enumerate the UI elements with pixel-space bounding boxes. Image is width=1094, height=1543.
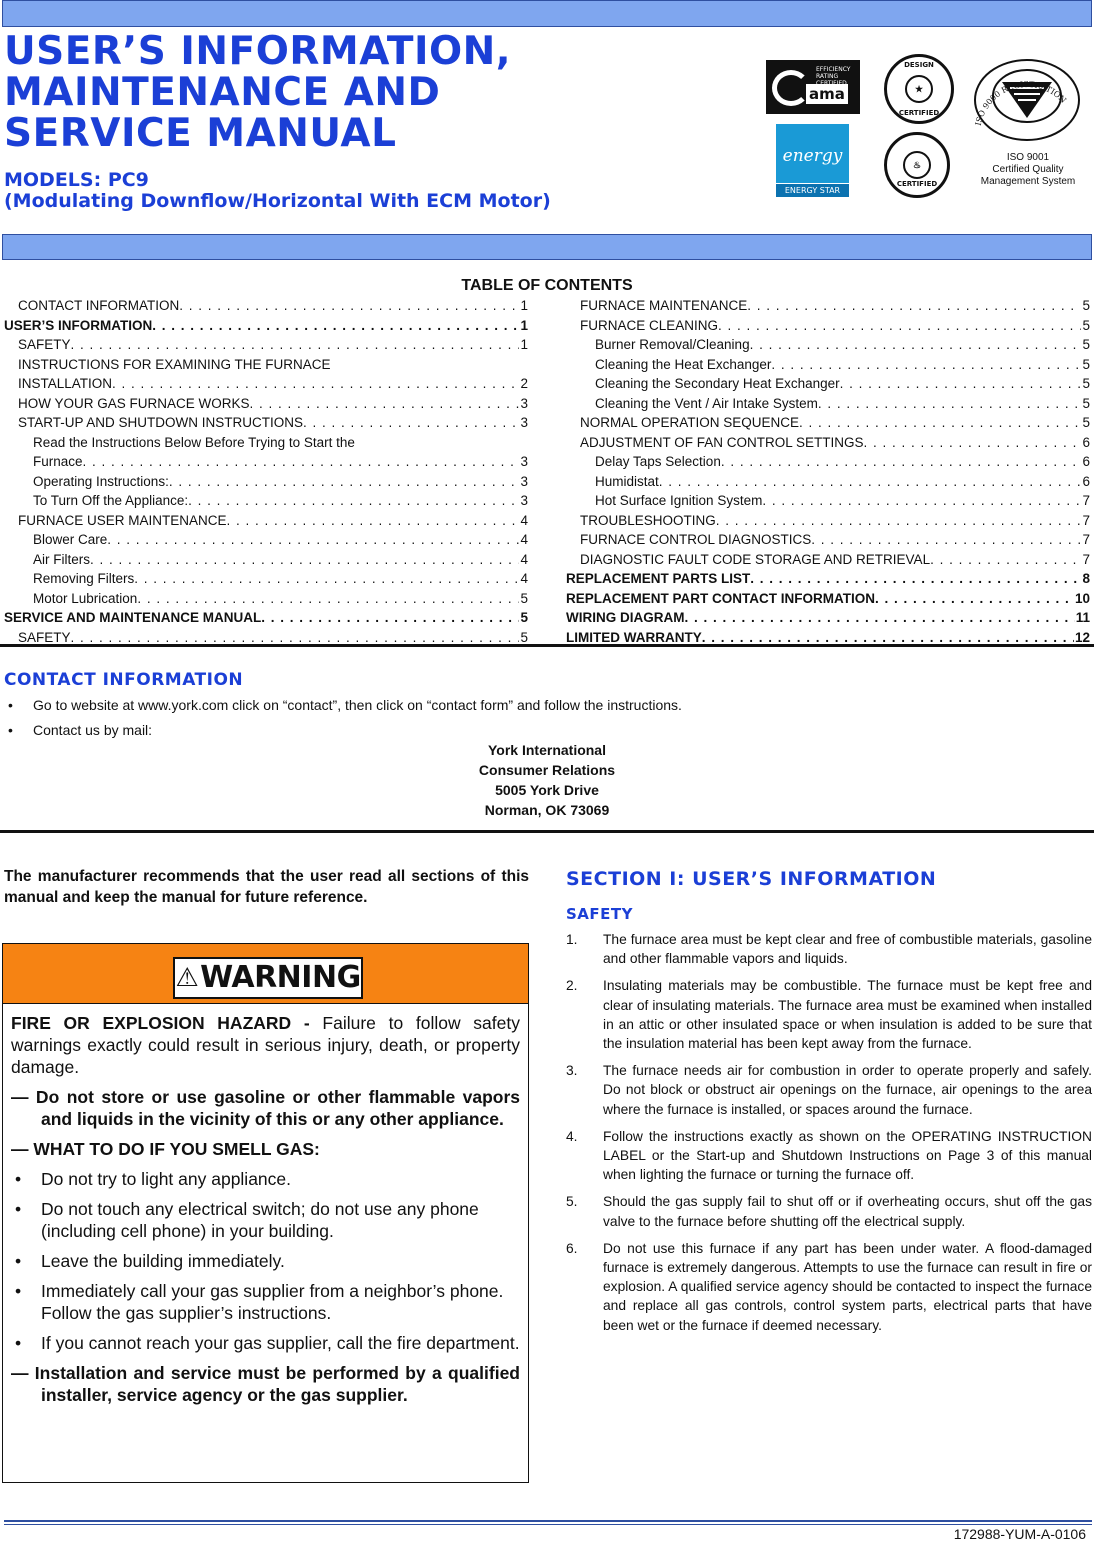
toc-page-number: 7 xyxy=(1082,493,1090,508)
models-label: MODELS: PC9 xyxy=(4,169,149,191)
toc-entry-title: START-UP AND SHUTDOWN INSTRUCTIONS xyxy=(18,415,304,430)
warning-header xyxy=(3,944,528,1004)
toc-entry-title: NORMAL OPERATION SEQUENCE xyxy=(580,415,800,430)
toc-entry-title: Read the Instructions Below Before Trying to Start the xyxy=(33,434,355,450)
toc-entry[interactable] xyxy=(4,374,528,394)
hazard-title: FIRE OR EXPLOSION HAZARD - xyxy=(11,1013,310,1033)
toc-entry-title: Cleaning the Secondary Heat Exchanger xyxy=(595,376,840,391)
toc-entry-title: REPLACEMENT PART CONTACT INFORMATION xyxy=(566,590,875,606)
warning-bullet: • Immediately call your gas supplier from a neighbor’s phone. Follow the gas supplier’s instructions. xyxy=(11,1280,520,1324)
toc-page-number: 11 xyxy=(1075,610,1090,625)
toc-page-number: 4 xyxy=(520,551,528,567)
toc-leader-dots xyxy=(152,316,519,336)
toc-entry-title: Operating Instructions: xyxy=(33,473,169,489)
warning-bullet: • If you cannot reach your gas supplier, call the fire department. xyxy=(11,1332,520,1354)
safety-item xyxy=(566,930,1092,968)
toc-entry[interactable] xyxy=(566,394,1090,414)
toc-leader-dots xyxy=(718,316,1081,336)
footer-rule xyxy=(4,1520,1092,1522)
toc-entry[interactable] xyxy=(4,491,528,511)
toc-page-number: 3 xyxy=(520,415,528,430)
toc-entry[interactable] xyxy=(4,433,528,453)
toc-entry[interactable] xyxy=(4,569,528,589)
manufacturer-note: The manufacturer recommends that the user read all sections of this manual and keep the manual for future reference. xyxy=(4,868,529,906)
toc-page-number: 5 xyxy=(1082,356,1090,372)
section-heading: SECTION I: USER’S INFORMATION xyxy=(566,868,937,890)
title-line: MAINTENANCE AND xyxy=(4,70,441,115)
toc-leader-dots xyxy=(864,433,1082,453)
toc-page-number: 5 xyxy=(1082,395,1090,411)
toc-leader-dots xyxy=(303,413,519,433)
toc-entry-title: Motor Lubrication xyxy=(33,590,138,606)
toc-entry[interactable] xyxy=(4,296,528,316)
toc-page-number: 4 xyxy=(520,512,528,528)
divider xyxy=(0,644,1094,647)
toc-entry-title: SAFETY xyxy=(18,629,71,645)
toc-page-number: 4 xyxy=(520,532,528,547)
safety-item-text: The furnace area must be kept clear and free of combustible materials, gasoline and other flammable vapors and liquids. xyxy=(603,932,1092,967)
toc-entry-title: USER’S INFORMATION xyxy=(4,317,153,333)
toc-entry-title: Humidistat xyxy=(595,473,659,489)
toc-page-number: 6 xyxy=(1082,454,1090,469)
toc-leader-dots xyxy=(83,452,520,472)
safety-item-number: 2. xyxy=(566,978,578,994)
safety-item-number: 1. xyxy=(566,932,578,947)
csa-certified-seal xyxy=(884,132,950,198)
toc-page-number: 5 xyxy=(520,590,528,606)
toc-entry-title: FURNACE CLEANING xyxy=(580,317,719,333)
toc-leader-dots xyxy=(750,569,1081,589)
design-certified-seal xyxy=(884,54,954,124)
gama-small-text: RATING xyxy=(816,73,839,80)
toc-page-number: 5 xyxy=(1082,298,1090,313)
toc-entry-title: LIMITED WARRANTY xyxy=(566,629,702,645)
toc-entry[interactable] xyxy=(566,316,1090,336)
toc-page-number: 12 xyxy=(1074,629,1090,645)
iso-caption-line: Certified Quality xyxy=(992,164,1064,175)
toc-page-number: 3 xyxy=(520,395,528,411)
energy-star-label: ENERGY STAR xyxy=(776,183,849,197)
safety-item xyxy=(566,1061,1092,1119)
toc-leader-dots xyxy=(799,413,1081,433)
toc-page-number: 5 xyxy=(1082,317,1090,333)
toc-entry-title: FURNACE USER MAINTENANCE xyxy=(18,512,227,528)
gama-small-text: EFFICIENCY xyxy=(816,66,851,73)
safety-item-text: Do not use this furnace if any part has been under water. A flood-damaged furnace is extremely dangerous. Attempts to use the furnace can result in fire or explosion. A qualified service agency should be contacted to inspect the furnace and replace all gas controls, control system parts, electrical parts that have been wet or the furnace if deemed necessary. xyxy=(603,1240,1092,1333)
warning-instruction: — Do not store or use gasoline or other flammable vapors and liquids in the vicinity of this or any other appliance. xyxy=(11,1087,520,1129)
toc-leader-dots xyxy=(134,569,519,589)
warning-word: WARNING xyxy=(200,960,361,995)
toc-page-number: 7 xyxy=(1082,512,1090,528)
toc-leader-dots xyxy=(811,530,1081,550)
toc-leader-dots xyxy=(261,608,519,628)
section-band xyxy=(2,234,1092,260)
toc-title: TABLE OF CONTENTS xyxy=(461,277,633,294)
toc-entry-title: Cleaning the Heat Exchanger xyxy=(595,356,772,372)
safety-item-text: Follow the instructions exactly as shown on the OPERATING INSTRUCTION LABEL or the Start-up and Shutdown Instructions on Page 3 of this manual when lighting the furnace or turning the furnace off. xyxy=(603,1128,1092,1183)
toc-entry[interactable] xyxy=(4,530,528,550)
toc-entry-title: FURNACE MAINTENANCE xyxy=(580,298,748,313)
toc-entry[interactable] xyxy=(4,355,528,375)
safety-item-text: The furnace needs air for combustion in order to operate properly and safely. Do not block or obstruct air openings on the furnace, air openings to the area where the furnace is installed, or spaces around the furnace. xyxy=(603,1063,1092,1117)
toc-entry[interactable] xyxy=(566,335,1090,355)
toc-entry-title: ADJUSTMENT OF FAN CONTROL SETTINGS xyxy=(580,434,864,450)
toc-leader-dots xyxy=(137,589,519,609)
seal-text: CERTIFIED xyxy=(898,109,940,117)
toc-entry[interactable] xyxy=(566,550,1090,570)
toc-entry-title: Blower Care xyxy=(33,532,108,547)
safety-item-text: Insulating materials may be combustible. The furnace must be kept free and clear of insulating materials. The furnace area must be examined when installed in an attic or other insulated space or when insulation is added to be sure that the insulation material has been kept away from the furnace. xyxy=(603,978,1092,1052)
safety-item-text: Should the gas supply fail to shut off or if overheating occurs, shut off the gas valve to the furnace before shutting off the electrical supply. xyxy=(603,1194,1092,1229)
address-line: York International xyxy=(488,742,606,758)
toc-leader-dots xyxy=(179,296,519,316)
toc-entry-title: DIAGNOSTIC FAULT CODE STORAGE AND RETRIEVAL xyxy=(580,551,931,567)
toc-leader-dots xyxy=(90,550,519,570)
iso-caption-line: Management System xyxy=(980,176,1076,187)
toc-entry-title: HOW YOUR GAS FURNACE WORKS xyxy=(18,395,250,411)
energy-star-logo xyxy=(776,124,849,197)
iso-caption xyxy=(972,152,1084,188)
toc-page-number: 4 xyxy=(520,571,528,586)
toc-leader-dots xyxy=(112,374,519,394)
hazard-text: Failure to follow safety warnings exactly could result in serious injury, death, or property damage. xyxy=(11,1013,520,1077)
gama-logo xyxy=(766,60,860,114)
toc-entry[interactable] xyxy=(566,608,1090,628)
footer-rule xyxy=(4,1524,1092,1525)
toc-entry[interactable] xyxy=(566,413,1090,433)
toc-page-number: 6 xyxy=(1082,434,1090,450)
toc-left-column xyxy=(4,296,528,647)
address-line: 5005 York Drive xyxy=(495,782,599,798)
toc-entry[interactable] xyxy=(566,296,1090,316)
toc-leader-dots xyxy=(762,491,1081,511)
toc-page-number: 5 xyxy=(520,629,528,645)
mailing-address xyxy=(0,740,1094,820)
toc-entry[interactable] xyxy=(4,413,528,433)
divider xyxy=(0,830,1094,833)
toc-entry-title: Cleaning the Vent / Air Intake System xyxy=(595,395,818,411)
toc-entry[interactable] xyxy=(4,511,528,531)
warning-triangle-icon: ⚠ xyxy=(175,963,199,993)
toc-entry[interactable] xyxy=(4,472,528,492)
toc-leader-dots xyxy=(930,550,1081,570)
toc-entry[interactable] xyxy=(566,589,1090,609)
models-block xyxy=(4,170,551,212)
toc-page-number: 10 xyxy=(1074,590,1090,606)
header-band xyxy=(2,0,1092,27)
contact-bullet: • Go to website at www.york.com click on “contact”, then click on “contact form” and follow the instructions. xyxy=(8,693,682,718)
warning-bullet: • Leave the building immediately. xyxy=(11,1250,520,1272)
address-line: Consumer Relations xyxy=(478,762,616,778)
warning-body xyxy=(3,1004,528,1406)
toc-page-number: 5 xyxy=(1082,337,1090,352)
title-line: USER’S INFORMATION, xyxy=(4,29,512,74)
toc-right-column xyxy=(566,296,1090,647)
safety-item-number: 4. xyxy=(566,1128,578,1144)
toc-entry-title: INSTALLATION xyxy=(18,376,113,391)
energy-star-script: energy xyxy=(782,146,843,166)
toc-page-number: 5 xyxy=(1082,415,1090,430)
safety-item-number: 6. xyxy=(566,1240,578,1256)
toc-leader-dots xyxy=(107,530,519,550)
toc-page-number: 1 xyxy=(520,317,528,333)
toc-entry[interactable] xyxy=(566,569,1090,589)
contact-bullet: • Contact us by mail: xyxy=(8,718,682,743)
contact-list xyxy=(8,693,682,743)
toc-page-number: 3 xyxy=(520,493,528,508)
address-line: Norman, OK 73069 xyxy=(484,802,610,818)
warning-label xyxy=(173,957,363,999)
toc-page-number: 6 xyxy=(1082,473,1090,489)
toc-leader-dots xyxy=(875,589,1074,609)
toc-entry[interactable] xyxy=(566,491,1090,511)
warning-box xyxy=(2,943,529,1483)
toc-entry-title: SAFETY xyxy=(18,337,71,352)
safety-item-number: 3. xyxy=(566,1063,578,1079)
gama-word: ama xyxy=(806,84,848,104)
toc-leader-dots xyxy=(685,608,1075,628)
toc-page-number: 7 xyxy=(1082,551,1090,567)
toc-page-number: 2 xyxy=(520,376,528,391)
toc-entry[interactable] xyxy=(566,452,1090,472)
models-subtitle: (Modulating Downflow/Horizontal With ECM Motor) xyxy=(4,190,551,212)
toc-leader-dots xyxy=(71,335,520,355)
toc-entry[interactable] xyxy=(566,511,1090,531)
iso-9000-logo xyxy=(972,58,1082,148)
toc-entry-title: FURNACE CONTROL DIAGNOSTICS xyxy=(580,532,812,547)
toc-page-number: 8 xyxy=(1082,571,1090,586)
manual-title xyxy=(4,31,511,154)
toc-entry-title: Furnace xyxy=(33,454,83,469)
toc-page-number: 3 xyxy=(520,473,528,489)
toc-leader-dots xyxy=(750,335,1082,355)
toc-leader-dots xyxy=(188,491,519,511)
toc-leader-dots xyxy=(747,296,1081,316)
toc-leader-dots xyxy=(771,355,1081,375)
safety-item xyxy=(566,976,1092,1053)
star-icon: ★ xyxy=(905,75,933,103)
document-number: 172988-YUM-A-0106 xyxy=(953,1526,1086,1542)
toc-entry[interactable] xyxy=(4,608,528,628)
toc-entry-title: SERVICE AND MAINTENANCE MANUAL xyxy=(4,610,262,625)
warning-instruction: — WHAT TO DO IF YOU SMELL GAS: xyxy=(11,1139,320,1159)
toc-page-number: 1 xyxy=(520,337,528,352)
toc-page-number: 1 xyxy=(520,298,528,313)
toc-leader-dots xyxy=(169,472,520,492)
toc-leader-dots xyxy=(840,374,1082,394)
warning-instruction: — Installation and service must be performed by a qualified installer, service agency or the gas supplier. xyxy=(11,1363,520,1405)
toc-entry[interactable] xyxy=(566,355,1090,375)
toc-page-number: 3 xyxy=(520,454,528,469)
toc-page-number: 5 xyxy=(520,610,528,625)
safety-heading: SAFETY xyxy=(566,905,633,923)
toc-leader-dots xyxy=(716,511,1082,531)
toc-entry-title: Hot Surface Ignition System xyxy=(595,493,763,508)
toc-entry[interactable] xyxy=(4,589,528,609)
toc-entry[interactable] xyxy=(4,452,528,472)
toc-entry-title: WIRING DIAGRAM xyxy=(566,610,685,625)
seal-text: DESIGN xyxy=(904,61,934,69)
iso-caption-line: ISO 9001 xyxy=(1006,152,1050,163)
toc-entry-title: Removing Filters xyxy=(33,571,135,586)
safety-item xyxy=(566,1239,1092,1335)
toc-leader-dots xyxy=(721,452,1082,472)
toc-leader-dots xyxy=(659,472,1082,492)
title-line: SERVICE MANUAL xyxy=(4,111,397,156)
toc-entry-title: CONTACT INFORMATION xyxy=(18,298,180,313)
toc-entry[interactable] xyxy=(566,472,1090,492)
iso-seal-text: ISO 9000 REGISTRATION xyxy=(973,79,1068,127)
toc-entry[interactable] xyxy=(566,530,1090,550)
safety-item xyxy=(566,1192,1092,1230)
toc-entry[interactable] xyxy=(566,433,1090,453)
gama-g-mark xyxy=(772,70,810,106)
toc-entry-title: Delay Taps Selection xyxy=(595,454,721,469)
safety-list xyxy=(566,930,1092,1343)
flame-icon: ♨ xyxy=(903,151,931,179)
seal-text: CERTIFIED xyxy=(896,180,938,188)
toc-leader-dots xyxy=(250,394,520,414)
safety-item-number: 5. xyxy=(566,1194,578,1210)
toc-entry[interactable] xyxy=(4,335,528,355)
toc-entry-title: TROUBLESHOOTING xyxy=(580,512,716,528)
hazard-statement xyxy=(11,1012,520,1078)
toc-entry[interactable] xyxy=(566,374,1090,394)
toc-entry-title: Burner Removal/Cleaning xyxy=(595,337,750,352)
toc-page-number: 5 xyxy=(1082,376,1090,391)
toc-entry[interactable] xyxy=(4,394,528,414)
toc-entry-title: Air Filters xyxy=(33,551,90,567)
toc-entry-title: INSTRUCTIONS FOR EXAMINING THE FURNACE xyxy=(18,356,331,372)
toc-leader-dots xyxy=(818,394,1082,414)
toc-entry[interactable] xyxy=(4,550,528,570)
toc-entry-title: To Turn Off the Appliance: xyxy=(33,493,189,508)
warning-bullet: • Do not touch any electrical switch; do not use any phone (including cell phone) in your building. xyxy=(11,1198,520,1242)
toc-entry-title: REPLACEMENT PARTS LIST xyxy=(566,571,751,586)
safety-item xyxy=(566,1127,1092,1185)
toc-entry[interactable] xyxy=(4,316,528,336)
toc-leader-dots xyxy=(227,511,520,531)
warning-bullet: • Do not try to light any appliance. xyxy=(11,1168,520,1190)
contact-heading: CONTACT INFORMATION xyxy=(4,670,244,690)
toc-page-number: 7 xyxy=(1082,532,1090,547)
